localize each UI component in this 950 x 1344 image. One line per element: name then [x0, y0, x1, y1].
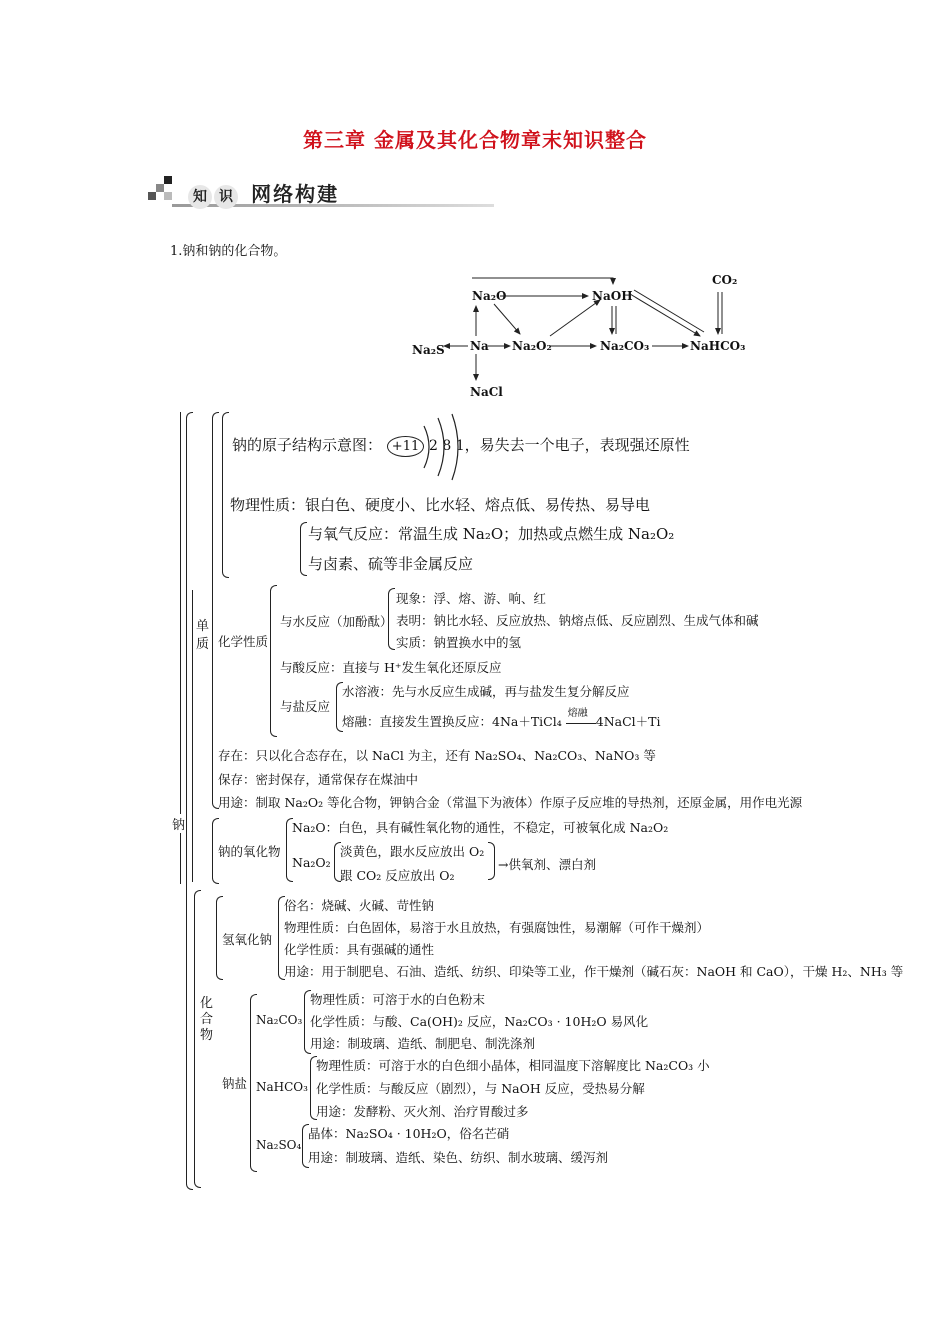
node-co2: CO₂ [712, 273, 738, 287]
node-nacl: NaCl [470, 385, 503, 399]
na2co3-usage: 用途：制玻璃、造纸、制肥皂、制洗涤剂 [310, 1036, 536, 1051]
atom-shells: 2 8 1 [429, 438, 465, 454]
naoh-usage: 用途：用于制肥皂、石油、造纸、纺织、印染等工业，作干燥剂（碱石灰：NaOH 和 CaO），干燥 H₂、NH₃ 等 [284, 964, 904, 979]
na2o2-water: 淡黄色，跟水反应放出 O₂ [340, 844, 485, 859]
atom-nucleus: +11 [387, 436, 424, 457]
banner-char-1: 知 [188, 185, 212, 209]
chem-bracket [270, 585, 277, 737]
node-na2s: Na₂S [412, 343, 445, 357]
node-naoh: NaOH [592, 289, 633, 303]
na2o2-close-brace [488, 842, 495, 880]
na2co3-label: Na₂CO₃ [256, 1013, 303, 1027]
naoh-name: 俗名：烧碱、火碱、苛性钠 [284, 898, 435, 913]
node-nahco3: NaHCO₃ [690, 339, 746, 353]
water-reaction: 与水反应（加酚酞） [280, 614, 393, 629]
nahco3-chemical: 化学性质：与酸反应（剧烈），与 NaOH 反应，受热易分解 [316, 1081, 645, 1096]
physical-properties: 物理性质：银白色、硬度小、比水轻、熔点低、易传热、易导电 [230, 496, 651, 514]
single-label: 单质 [196, 619, 210, 652]
node-na: Na [470, 339, 489, 353]
existence: 存在：只以化合态存在，以 NaCl 为主，还有 Na₂SO₄、Na₂CO₃、NaNO₃ 等 [218, 748, 656, 763]
usage: 用途：制取 Na₂O₂ 等化合物，钾钠合金（常温下为液体）作原子反应堆的导热剂，还原金属，用作电光源 [218, 795, 803, 810]
salt-reaction: 与盐反应 [280, 699, 331, 714]
chem-label: 化学性质 [218, 634, 269, 649]
na2so4-crystal: 晶体：Na₂SO₄ · 10H₂O，俗名芒硝 [308, 1126, 510, 1141]
nahco3-physical: 物理性质：可溶于水的白色细小晶体，相同温度下溶解度比 Na₂CO₃ 小 [316, 1058, 710, 1073]
node-na2co3: Na₂CO₃ [600, 339, 650, 353]
oxygen-reaction: 与氧气反应：常温生成 Na₂O；加热或点燃生成 Na₂O₂ [308, 525, 675, 543]
single-spine [192, 590, 193, 882]
na2o2-use: →供氧剂、漂白剂 [498, 857, 596, 872]
salt-aqueous: 水溶液：先与水反应生成碱，再与盐发生复分解反应 [342, 684, 630, 699]
root-label: 钠 [172, 814, 185, 833]
water-essence: 实质：钠置换水中的氢 [396, 635, 522, 650]
compound-label: 化合物 [200, 996, 214, 1043]
storage: 保存：密封保存，通常保存在煤油中 [218, 772, 419, 787]
na2so4-usage: 用途：制玻璃、造纸、染色、纺织、制水玻璃、缓泻剂 [308, 1150, 609, 1165]
nonmetal-bracket [300, 522, 307, 576]
banner-char-2: 识 [214, 185, 238, 209]
salt-molten: 熔融：直接发生置换反应：4Na＋TiCl₄ 熔融 4NaCl＋Ti [342, 707, 661, 729]
oxide-label: 钠的氧化物 [218, 844, 281, 859]
node-na2o2: Na₂O₂ [512, 339, 552, 353]
melt-arrow: 熔融 [566, 716, 596, 730]
na2so4-label: Na₂SO₄ [256, 1138, 302, 1152]
naoh-physical: 物理性质：白色固体，易溶于水且放热，有强腐蚀性，易潮解（可作干燥剂） [284, 920, 710, 935]
naoh-label: 氢氧化钠 [222, 932, 273, 947]
naoh-chemical: 化学性质：具有强碱的通性 [284, 942, 435, 957]
banner-title: 网络构建 [251, 182, 340, 206]
na2o-description: Na₂O：白色，具有碱性氧化物的通性，不稳定，可被氧化成 Na₂O₂ [292, 820, 669, 835]
na2o2-co2: 跟 CO₂ 反应放出 O₂ [340, 868, 455, 883]
electron-shells-icon [418, 412, 466, 482]
nahco3-usage: 用途：发酵粉、灭火剂、治疗胃酸过多 [316, 1104, 529, 1119]
atom-structure: 钠的原子结构示意图： +11 2 8 1，易失去一个电子，表现强还原性 [232, 434, 690, 457]
na2o2-label: Na₂O₂ [292, 855, 331, 870]
salts-label: 钠盐 [222, 1076, 248, 1091]
section-heading: 1.钠和钠的化合物。 [170, 244, 287, 259]
water-manifest: 表明：钠比水轻、反应放热、钠熔点低、反应剧烈、生成气体和碱 [396, 613, 759, 628]
water-bracket [388, 588, 395, 650]
section-banner [148, 176, 496, 212]
page-title: 第三章 金属及其化合物章末知识整合 [303, 128, 647, 152]
banner-squares [148, 176, 178, 206]
na2co3-physical: 物理性质：可溶于水的白色粉末 [310, 992, 486, 1007]
reaction-diagram [400, 262, 760, 408]
node-na2o: Na₂O [472, 289, 507, 303]
nahco3-label: NaHCO₃ [256, 1080, 308, 1094]
atom-bracket [222, 412, 229, 578]
acid-reaction: 与酸反应：直接与 H⁺发生氧化还原反应 [280, 660, 502, 675]
na2co3-chemical: 化学性质：与酸、Ca(OH)₂ 反应，Na₂CO₃ · 10H₂O 易风化 [310, 1014, 649, 1029]
water-phenomenon: 现象：浮、熔、游、响、红 [396, 591, 547, 606]
halogen-reaction: 与卤素、硫等非金属反应 [308, 555, 474, 573]
